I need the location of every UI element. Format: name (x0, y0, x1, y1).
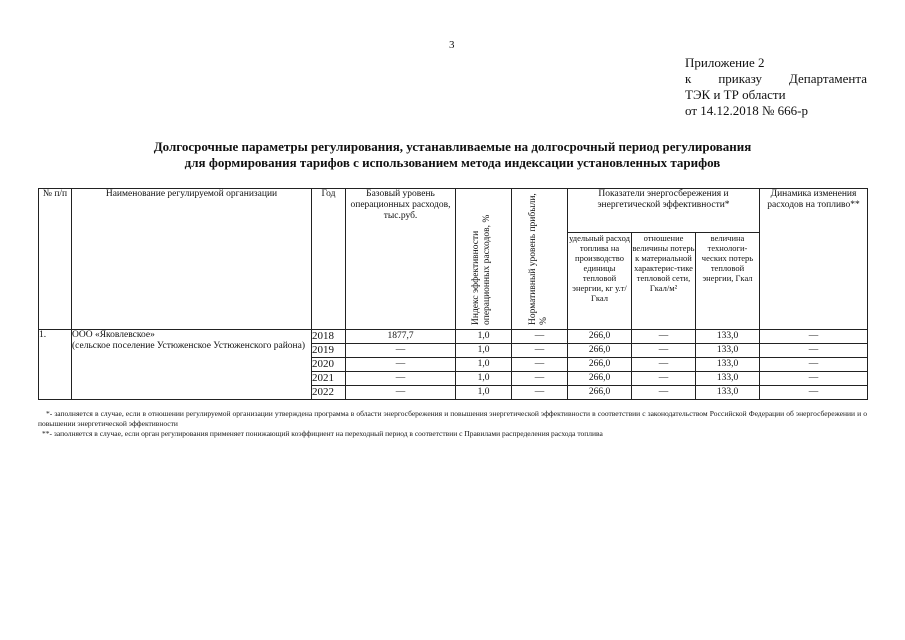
cell-base: — (346, 344, 456, 358)
appendix-word: приказу (718, 71, 762, 86)
cell-base: 1877,7 (346, 330, 456, 344)
cell-fuel: 266,0 (568, 358, 632, 372)
appendix-line-1: Приложение 2 (685, 55, 765, 70)
organization-detail: (сельское поселение Устюженское Устюженского района) (72, 341, 305, 351)
cell-index: 1,0 (456, 358, 512, 372)
header-profit (512, 189, 568, 330)
cell-loss: 133,0 (696, 344, 760, 358)
appendix-block (685, 55, 867, 119)
header-base: Базовый уровень операционных расходов, тыс.руб. (346, 189, 456, 330)
organization-cell (72, 330, 312, 400)
header-org: Наименование регулируемой организации (72, 189, 312, 330)
cell-profit: — (512, 344, 568, 358)
header-profit-text: Нормативный уровень прибыли, % (527, 193, 549, 325)
cell-fuel: 266,0 (568, 344, 632, 358)
cell-ratio: — (632, 386, 696, 400)
cell-base: — (346, 358, 456, 372)
cell-year: 2021 (312, 372, 346, 386)
cell-index: 1,0 (456, 372, 512, 386)
cell-fuel: 266,0 (568, 330, 632, 344)
cell-profit: — (512, 330, 568, 344)
appendix-line-4: от 14.12.2018 № 666-р (685, 103, 808, 118)
footnote-2: **- заполняется в случае, если орган регулирования применяет понижающий коэффициент на переходный период в соответствии с Правилами распределения расхода топлива (42, 429, 603, 438)
cell-loss: 133,0 (696, 358, 760, 372)
cell-profit: — (512, 386, 568, 400)
appendix-word: Департамента (788, 71, 867, 86)
cell-dyn: — (760, 372, 868, 386)
subheader-ratio-text: отношение величины потерь к материальной характерис-тике тепловой сети, Гкал/м² (632, 233, 695, 293)
appendix-word: к (685, 71, 692, 86)
cell-ratio: — (632, 344, 696, 358)
cell-loss: 133,0 (696, 372, 760, 386)
cell-base: — (346, 372, 456, 386)
cell-ratio: — (632, 330, 696, 344)
header-year: Год (312, 189, 346, 330)
cell-dyn: — (760, 344, 868, 358)
cell-index: 1,0 (456, 344, 512, 358)
subheader-fuel: удельный расход топлива на производство единицы тепловой энергии, кг у.т/Гкал (568, 233, 632, 330)
cell-dyn: — (760, 330, 868, 344)
table-row (39, 330, 868, 344)
subheader-loss: величина технологи-ческих потерь тепловой энергии, Гкал (696, 233, 760, 330)
cell-dyn: — (760, 358, 868, 372)
subheader-ratio (632, 233, 696, 330)
page-number: 3 (449, 39, 455, 51)
parameters-table (38, 188, 868, 400)
footnotes (38, 409, 867, 439)
cell-fuel: 266,0 (568, 372, 632, 386)
cell-year: 2018 (312, 330, 346, 344)
appendix-line-3: ТЭК и ТР области (685, 87, 786, 102)
cell-dyn: — (760, 386, 868, 400)
footnote-1: *- заполняется в случае, если в отношении регулируемой организации утверждена программа в области энергосбережения и повышения энергетической эффективности в соответствии с законодательством Российской Федерации об энергосбережении и о повышении энергетической эффективности (38, 409, 867, 428)
cell-base: — (346, 386, 456, 400)
header-index (456, 189, 512, 330)
header-dynamics: Динамика изменения расходов на топливо** (760, 189, 868, 330)
header-index-text: Индекс эффективности операционных расходов, % (470, 214, 492, 325)
cell-profit: — (512, 372, 568, 386)
cell-index: 1,0 (456, 386, 512, 400)
organization-name: ООО «Яковлевское» (72, 330, 155, 340)
cell-ratio: — (632, 372, 696, 386)
cell-ratio: — (632, 358, 696, 372)
appendix-line-2 (685, 71, 867, 87)
document-title (60, 139, 845, 171)
cell-index: 1,0 (456, 330, 512, 344)
cell-loss: 133,0 (696, 386, 760, 400)
title-line-1: Долгосрочные параметры регулирования, устанавливаемые на долгосрочный период регулирования (153, 139, 752, 154)
header-row (39, 189, 868, 233)
header-num: № п/п (39, 189, 72, 330)
cell-year: 2022 (312, 386, 346, 400)
row-number: 1. (39, 330, 72, 400)
header-indicators: Показатели энергосбережения и энергетической эффективности* (568, 189, 760, 233)
cell-year: 2019 (312, 344, 346, 358)
title-line-2: для формирования тарифов с использованием метода индексации установленных тарифов (184, 155, 721, 170)
cell-fuel: 266,0 (568, 386, 632, 400)
cell-loss: 133,0 (696, 330, 760, 344)
cell-profit: — (512, 358, 568, 372)
cell-year: 2020 (312, 358, 346, 372)
